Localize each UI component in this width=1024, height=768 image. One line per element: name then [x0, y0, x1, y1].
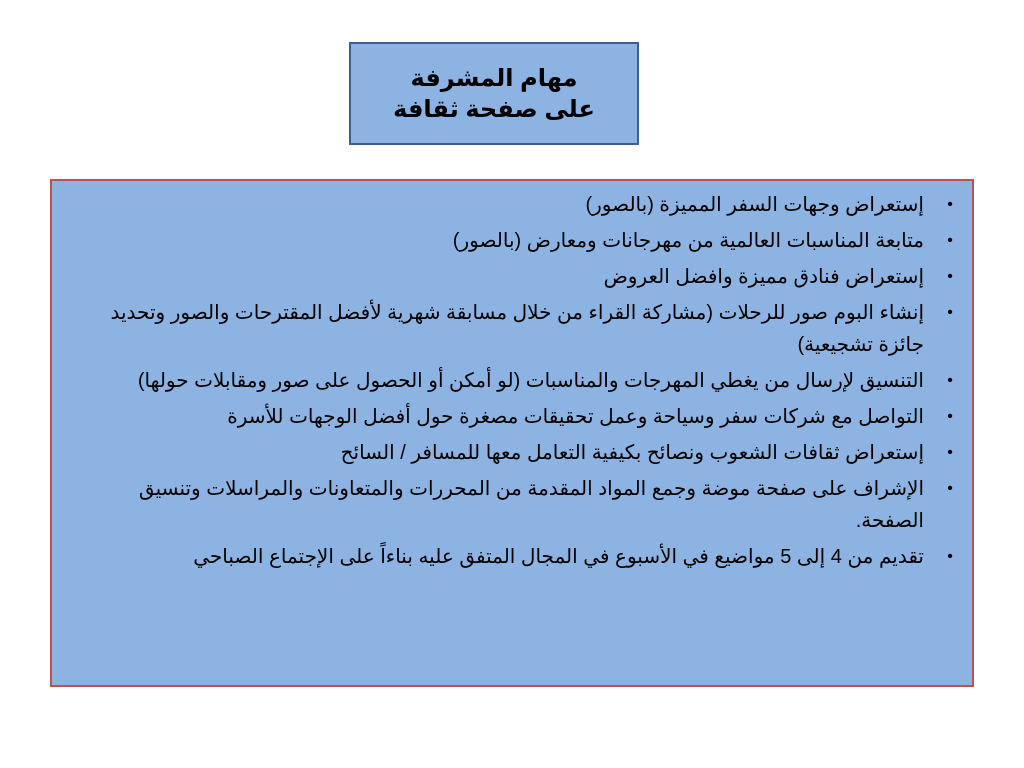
- slide-title: مهام المشرفة على صفحة ثقافة: [393, 64, 595, 123]
- list-item-text: إستعراض وجهات السفر المميزة (بالصور): [585, 194, 924, 216]
- list-item: [70, 261, 953, 293]
- list-item: [70, 541, 953, 573]
- content-box: [50, 179, 974, 687]
- list-item-text: إستعراض فنادق مميزة وافضل العروض: [603, 266, 924, 288]
- list-item: [70, 225, 953, 257]
- list-item-text: تقديم من 4 إلى 5 مواضيع في الأسبوع في المجال المتفق عليه بناءاً على الإجتماع الصباحي: [193, 546, 924, 568]
- list-item: [70, 189, 953, 221]
- list-item: [70, 473, 953, 537]
- list-item-text: الإشراف على صفحة موضة وجمع المواد المقدمة من المحررات والمتعاونات والمراسلات وتنسيق الصفحة.: [138, 478, 924, 532]
- title-box: [349, 42, 639, 145]
- bullet-icon: •: [947, 268, 953, 285]
- list-item: [70, 401, 953, 433]
- list-item: [70, 297, 953, 361]
- bullet-icon: •: [947, 232, 953, 249]
- bullet-icon: •: [947, 548, 953, 565]
- list-item-text: إستعراض ثقافات الشعوب ونصائح بكيفية التعامل معها للمسافر / السائح: [340, 442, 924, 464]
- list-item: [70, 437, 953, 469]
- bullet-icon: •: [947, 408, 953, 425]
- bullet-icon: •: [947, 480, 953, 497]
- bullet-icon: •: [947, 372, 953, 389]
- bullet-list: [70, 189, 953, 573]
- bullet-icon: •: [947, 304, 953, 321]
- list-item-text: متابعة المناسبات العالمية من مهرجانات ومعارض (بالصور): [452, 230, 924, 252]
- bullet-icon: •: [947, 196, 953, 213]
- list-item: [70, 365, 953, 397]
- list-item-text: إنشاء البوم صور للرحلات (مشاركة القراء من خلال مسابقة شهرية لأفضل المقترحات والصور وتحديد جائزة تشجيعية): [110, 302, 924, 356]
- bullet-icon: •: [947, 444, 953, 461]
- list-item-text: التنسيق لإرسال من يغطي المهرجات والمناسبات (لو أمكن أو الحصول على صور ومقابلات حولها): [137, 370, 924, 392]
- list-item-text: التواصل مع شركات سفر وسياحة وعمل تحقيقات مصغرة حول أفضل الوجهات للأسرة: [227, 406, 924, 428]
